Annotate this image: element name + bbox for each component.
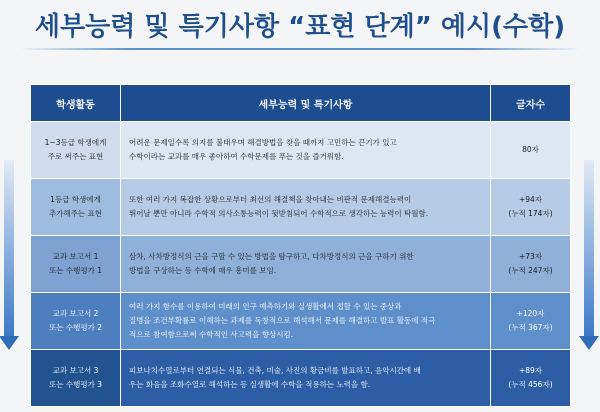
- row-char-count: +120자 (누적 367자): [491, 293, 571, 350]
- expression-table: [30, 84, 571, 407]
- table-row: [31, 350, 571, 407]
- row-category: 교과 보고서 3 또는 수행평가 3: [31, 350, 121, 407]
- table-row: [31, 236, 571, 293]
- header-description: 세부능력 및 특기사항: [121, 85, 491, 122]
- header-student-activity: 학생활동: [31, 85, 121, 122]
- row-description: 피보나치수열로부터 연결되는 식물, 건축, 미술, 사진의 황금비를 발표하고, 음악시간에 배 우는 화음을 조화수열로 해석하는 등 실생활에 수학을 적용하는 노력을 함.: [121, 350, 491, 407]
- table-header-row: [31, 85, 571, 122]
- row-char-count: 80자: [491, 122, 571, 179]
- down-arrow-right-icon: [582, 160, 596, 350]
- title-divider: [20, 48, 580, 50]
- table-row: [31, 293, 571, 350]
- row-category: 1등급 학생에게 추가해주는 표현: [31, 179, 121, 236]
- row-category: 1~3등급 학생에게 주로 써주는 표현: [31, 122, 121, 179]
- row-description: 또한 여러 가지 복잡한 상황으로부터 최선의 해결책을 찾아내는 비판적 문제해결능력이 뛰어날 뿐만 아니라 수학적 의사소통능력이 뒷받침되어 수학적으로 생각하는 능력이 탁월함.: [121, 179, 491, 236]
- down-arrow-left-icon: [2, 160, 16, 350]
- page-title: 세부능력 및 특기사항 “표현 단계” 예시(수학): [34, 12, 566, 42]
- row-category: 교과 보고서 2 또는 수행평가 2: [31, 293, 121, 350]
- header-char-count: 글자수: [491, 85, 571, 122]
- row-char-count: +89자 (누적 456자): [491, 350, 571, 407]
- row-char-count: +73자 (누적 247자): [491, 236, 571, 293]
- row-char-count: +94자 (누적 174자): [491, 179, 571, 236]
- row-description: 삼차, 사차방정식의 근을 구할 수 있는 방법을 탐구하고, 다차방정식의 근을 구하기 위한 방법을 구상하는 등 수학에 매우 흥미를 보임.: [121, 236, 491, 293]
- table-row: [31, 122, 571, 179]
- table-row: [31, 179, 571, 236]
- row-category: 교과 보고서 1 또는 수행평가 1: [31, 236, 121, 293]
- row-description: 어려운 문제일수록 의지를 불태우며 해결방법을 찾을 때까지 고민하는 끈기가 있고 수학이라는 교과를 매우 좋아하여 수학문제를 푸는 것을 즐거워함.: [121, 122, 491, 179]
- row-description: 여러 가지 함수를 이용하여 미래의 인구 예측하기와 실생활에서 접할 수 있는 중상과 질병을 조건부확률로 이해하는 과제를 독창적으로 해석해서 문제를 해결하고 발표 활동에 적극 적으로 참여함으로써 수학적인 사고력을 향상시킴.: [121, 293, 491, 350]
